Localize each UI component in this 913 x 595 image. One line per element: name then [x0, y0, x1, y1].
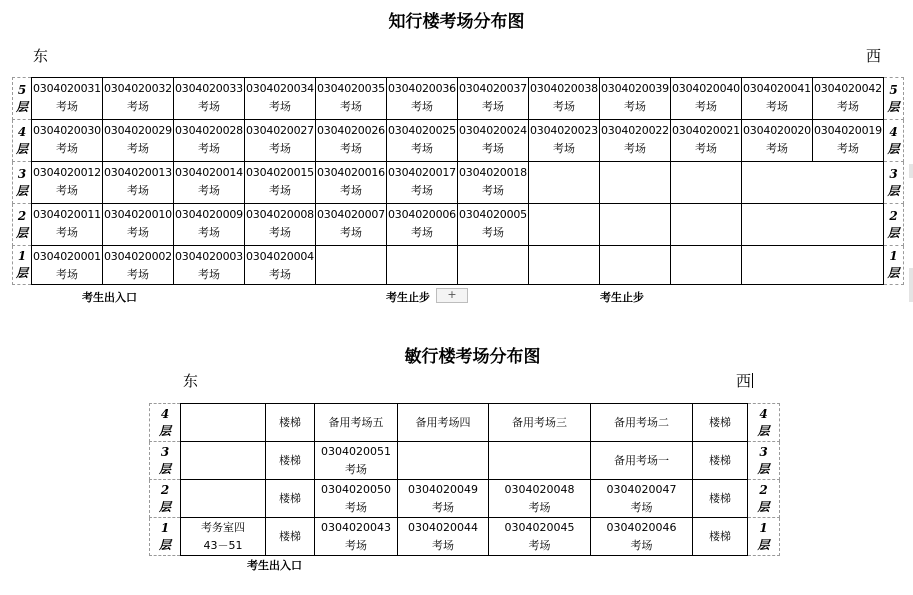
empty-cell: [600, 204, 671, 246]
exam-room-cell: 0304020045 考场: [489, 518, 591, 556]
stairs-cell: 楼梯: [693, 404, 748, 442]
exam-office-cell: 考务室四 43－51: [181, 518, 266, 556]
right-edge-scroll-stub[interactable]: [909, 164, 913, 178]
exam-room-code: 0304020024: [459, 124, 527, 137]
exam-room-label: 考场: [56, 100, 78, 113]
building2-table: [149, 403, 780, 556]
exam-room-label: 考场: [766, 100, 788, 113]
exam-room-code: 0304020008: [246, 208, 314, 221]
building2-entrance-label: 考生出入口: [247, 559, 302, 572]
empty-cell: [742, 204, 884, 246]
exam-room-cell: [316, 120, 387, 162]
exam-room-label: 考场: [269, 226, 291, 239]
exam-room-code: 0304020032: [104, 82, 172, 95]
exam-room-code: 0304020036: [388, 82, 456, 95]
exam-room-label: 考场: [56, 142, 78, 155]
empty-cell: [671, 204, 742, 246]
exam-room-code: 0304020018: [459, 166, 527, 179]
empty-cell: [600, 162, 671, 204]
exam-room-cell: [458, 162, 529, 204]
empty-cell: [529, 162, 600, 204]
empty-cell: [181, 404, 266, 442]
exam-room-label: 考场: [624, 142, 646, 155]
exam-room-cell: [245, 120, 316, 162]
building1-no-entry-label-2: 考生止步: [600, 291, 644, 304]
floor-label-right: 2 层: [884, 204, 904, 246]
exam-room-cell: [813, 78, 884, 120]
exam-room-cell: [529, 78, 600, 120]
stairs-cell: 楼梯: [266, 480, 315, 518]
floor-row: [13, 120, 904, 162]
floor-label-left: 4 层: [13, 120, 32, 162]
exam-room-cell: [600, 78, 671, 120]
exam-room-label: 考场: [198, 100, 220, 113]
exam-room-label: 考场: [837, 142, 859, 155]
exam-room-label: 考场: [482, 226, 504, 239]
floor-label-right: 2 层: [748, 480, 780, 518]
floor-label-left: 1 层: [13, 246, 32, 285]
exam-room-label: 考场: [411, 184, 433, 197]
exam-room-cell: 备用考场四: [398, 404, 489, 442]
exam-room-code: 0304020035: [317, 82, 385, 95]
floor-row: [13, 78, 904, 120]
exam-room-code: 0304020025: [388, 124, 456, 137]
empty-cell: [316, 246, 387, 285]
exam-room-label: 考场: [695, 100, 717, 113]
stairs-cell: 楼梯: [266, 442, 315, 480]
exam-room-cell: [387, 162, 458, 204]
exam-room-code: 0304020001: [33, 250, 101, 263]
exam-room-cell: 备用考场一: [591, 442, 693, 480]
exam-room-cell: [103, 204, 174, 246]
floor-label-left: 4 层: [150, 404, 181, 442]
exam-room-cell: 0304020043 考场: [315, 518, 398, 556]
empty-cell: [671, 246, 742, 285]
exam-room-code: 0304020015: [246, 166, 314, 179]
exam-room-cell: [32, 120, 103, 162]
exam-room-cell: [316, 162, 387, 204]
exam-room-code: 0304020039: [601, 82, 669, 95]
stairs-cell: 楼梯: [693, 480, 748, 518]
exam-room-code: 0304020022: [601, 124, 669, 137]
exam-room-label: 考场: [127, 268, 149, 281]
exam-room-label: 考场: [269, 100, 291, 113]
exam-room-label: 考场: [269, 184, 291, 197]
exam-room-label: 考场: [837, 100, 859, 113]
exam-room-label: 考场: [198, 184, 220, 197]
building1-east-label: 东: [33, 47, 49, 65]
exam-room-label: 考场: [553, 142, 575, 155]
exam-room-cell: [671, 78, 742, 120]
exam-room-label: 考场: [340, 226, 362, 239]
exam-room-cell: [103, 120, 174, 162]
exam-room-code: 0304020013: [104, 166, 172, 179]
stairs-cell: 楼梯: [693, 442, 748, 480]
empty-cell: [671, 162, 742, 204]
exam-room-cell: [387, 120, 458, 162]
exam-room-label: 考场: [624, 100, 646, 113]
floor-label-right: 1 层: [884, 246, 904, 285]
empty-cell: [181, 442, 266, 480]
empty-cell: [398, 442, 489, 480]
exam-room-label: 考场: [340, 100, 362, 113]
exam-room-code: 0304020029: [104, 124, 172, 137]
building1-entrance-label: 考生出入口: [82, 291, 137, 304]
exam-room-cell: [32, 246, 103, 285]
floor-label-right: 4 层: [884, 120, 904, 162]
exam-room-cell: [245, 78, 316, 120]
exam-room-cell: 0304020049 考场: [398, 480, 489, 518]
stairs-cell: 楼梯: [693, 518, 748, 556]
floor-row: [150, 480, 780, 518]
exam-room-cell: 备用考场三: [489, 404, 591, 442]
floor-row: [13, 162, 904, 204]
exam-room-cell: [600, 120, 671, 162]
exam-room-code: 0304020014: [175, 166, 243, 179]
empty-cell: [458, 246, 529, 285]
exam-room-code: 0304020021: [672, 124, 740, 137]
exam-room-label: 考场: [269, 142, 291, 155]
exam-room-code: 0304020009: [175, 208, 243, 221]
exam-room-cell: [32, 204, 103, 246]
exam-room-label: 考场: [56, 184, 78, 197]
exam-room-label: 考场: [340, 184, 362, 197]
exam-room-code: 0304020004: [246, 250, 314, 263]
exam-room-code: 0304020026: [317, 124, 385, 137]
exam-room-cell: 0304020050 考场: [315, 480, 398, 518]
exam-room-label: 考场: [553, 100, 575, 113]
exam-room-label: 考场: [340, 142, 362, 155]
exam-room-code: 0304020038: [530, 82, 598, 95]
exam-room-cell: [174, 120, 245, 162]
exam-room-cell: [103, 246, 174, 285]
floor-label-left: 3 层: [150, 442, 181, 480]
exam-room-cell: [529, 120, 600, 162]
building1-west-label: 西: [866, 47, 882, 65]
exam-room-cell: [245, 162, 316, 204]
exam-room-code: 0304020020: [743, 124, 811, 137]
exam-room-cell: [316, 78, 387, 120]
floor-label-right: 1 层: [748, 518, 780, 556]
building1-title: 知行楼考场分布图: [388, 12, 525, 32]
exam-room-code: 0304020041: [743, 82, 811, 95]
exam-room-code: 0304020006: [388, 208, 456, 221]
exam-room-cell: [32, 162, 103, 204]
building2-title: 敏行楼考场分布图: [404, 347, 541, 367]
add-row-button[interactable]: +: [436, 288, 468, 303]
exam-room-label: 考场: [411, 142, 433, 155]
exam-room-label: 考场: [482, 184, 504, 197]
exam-room-cell: [32, 78, 103, 120]
exam-room-label: 考场: [411, 100, 433, 113]
building1-no-entry-label-1: 考生止步: [386, 291, 430, 304]
exam-room-label: 考场: [269, 268, 291, 281]
exam-room-cell: 备用考场五: [315, 404, 398, 442]
exam-room-cell: [458, 204, 529, 246]
stairs-cell: 楼梯: [266, 404, 315, 442]
floor-row: [13, 246, 904, 285]
floor-row: [150, 404, 780, 442]
empty-cell: [489, 442, 591, 480]
exam-room-code: 0304020031: [33, 82, 101, 95]
exam-room-code: 0304020019: [814, 124, 882, 137]
exam-room-code: 0304020042: [814, 82, 882, 95]
empty-cell: [181, 480, 266, 518]
exam-room-cell: 备用考场二: [591, 404, 693, 442]
exam-room-label: 考场: [198, 226, 220, 239]
exam-room-cell: [813, 120, 884, 162]
exam-room-code: 0304020037: [459, 82, 527, 95]
building1-table: [12, 77, 904, 285]
exam-room-code: 0304020027: [246, 124, 314, 137]
floor-row: [150, 518, 780, 556]
exam-room-cell: 0304020044 考场: [398, 518, 489, 556]
exam-room-code: 0304020016: [317, 166, 385, 179]
exam-room-code: 0304020005: [459, 208, 527, 221]
exam-room-label: 考场: [411, 226, 433, 239]
floor-row: [150, 442, 780, 480]
exam-room-code: 0304020040: [672, 82, 740, 95]
exam-room-cell: [174, 78, 245, 120]
exam-room-label: 考场: [127, 142, 149, 155]
floor-label-right: 4 层: [748, 404, 780, 442]
stairs-cell: 楼梯: [266, 518, 315, 556]
building2-west-label: 西: [736, 372, 752, 390]
exam-room-cell: 0304020047 考场: [591, 480, 693, 518]
exam-room-cell: [103, 78, 174, 120]
exam-room-code: 0304020012: [33, 166, 101, 179]
exam-room-label: 考场: [127, 184, 149, 197]
floor-label-left: 5 层: [13, 78, 32, 120]
floor-label-right: 3 层: [884, 162, 904, 204]
exam-room-code: 0304020002: [104, 250, 172, 263]
exam-room-label: 考场: [56, 268, 78, 281]
exam-room-cell: [245, 246, 316, 285]
exam-room-cell: [387, 78, 458, 120]
exam-room-cell: 0304020051 考场: [315, 442, 398, 480]
exam-room-cell: [742, 120, 813, 162]
exam-room-cell: [742, 78, 813, 120]
exam-room-label: 考场: [198, 268, 220, 281]
floor-label-left: 2 层: [150, 480, 181, 518]
exam-room-code: 0304020034: [246, 82, 314, 95]
floor-row: [13, 204, 904, 246]
exam-room-label: 考场: [198, 142, 220, 155]
exam-room-cell: [458, 78, 529, 120]
exam-room-cell: [174, 162, 245, 204]
exam-room-label: 考场: [695, 142, 717, 155]
exam-room-label: 考场: [766, 142, 788, 155]
exam-room-cell: [174, 204, 245, 246]
exam-room-code: 0304020010: [104, 208, 172, 221]
exam-room-code: 0304020011: [33, 208, 101, 221]
exam-room-code: 0304020028: [175, 124, 243, 137]
exam-room-cell: [245, 204, 316, 246]
exam-room-cell: [458, 120, 529, 162]
empty-cell: [529, 246, 600, 285]
floor-label-left: 3 层: [13, 162, 32, 204]
exam-room-cell: 0304020048 考场: [489, 480, 591, 518]
empty-cell: [600, 246, 671, 285]
right-edge-scroll-stub[interactable]: [909, 268, 913, 302]
exam-room-label: 考场: [127, 226, 149, 239]
exam-room-label: 考场: [482, 142, 504, 155]
exam-room-cell: 0304020046 考场: [591, 518, 693, 556]
exam-room-code: 0304020023: [530, 124, 598, 137]
exam-room-label: 考场: [482, 100, 504, 113]
exam-room-code: 0304020003: [175, 250, 243, 263]
text-cursor: [752, 373, 753, 388]
exam-room-label: 考场: [56, 226, 78, 239]
exam-room-cell: [103, 162, 174, 204]
exam-room-cell: [671, 120, 742, 162]
floor-label-left: 2 层: [13, 204, 32, 246]
exam-room-code: 0304020033: [175, 82, 243, 95]
exam-room-label: 考场: [127, 100, 149, 113]
floor-label-left: 1 层: [150, 518, 181, 556]
floor-label-right: 5 层: [884, 78, 904, 120]
building2-east-label: 东: [183, 372, 199, 390]
exam-room-code: 0304020030: [33, 124, 101, 137]
exam-room-cell: [316, 204, 387, 246]
empty-cell: [387, 246, 458, 285]
empty-cell: [742, 162, 884, 204]
floor-label-right: 3 层: [748, 442, 780, 480]
exam-room-code: 0304020017: [388, 166, 456, 179]
empty-cell: [529, 204, 600, 246]
exam-room-code: 0304020007: [317, 208, 385, 221]
exam-room-cell: [387, 204, 458, 246]
empty-cell: [742, 246, 884, 285]
exam-room-cell: [174, 246, 245, 285]
